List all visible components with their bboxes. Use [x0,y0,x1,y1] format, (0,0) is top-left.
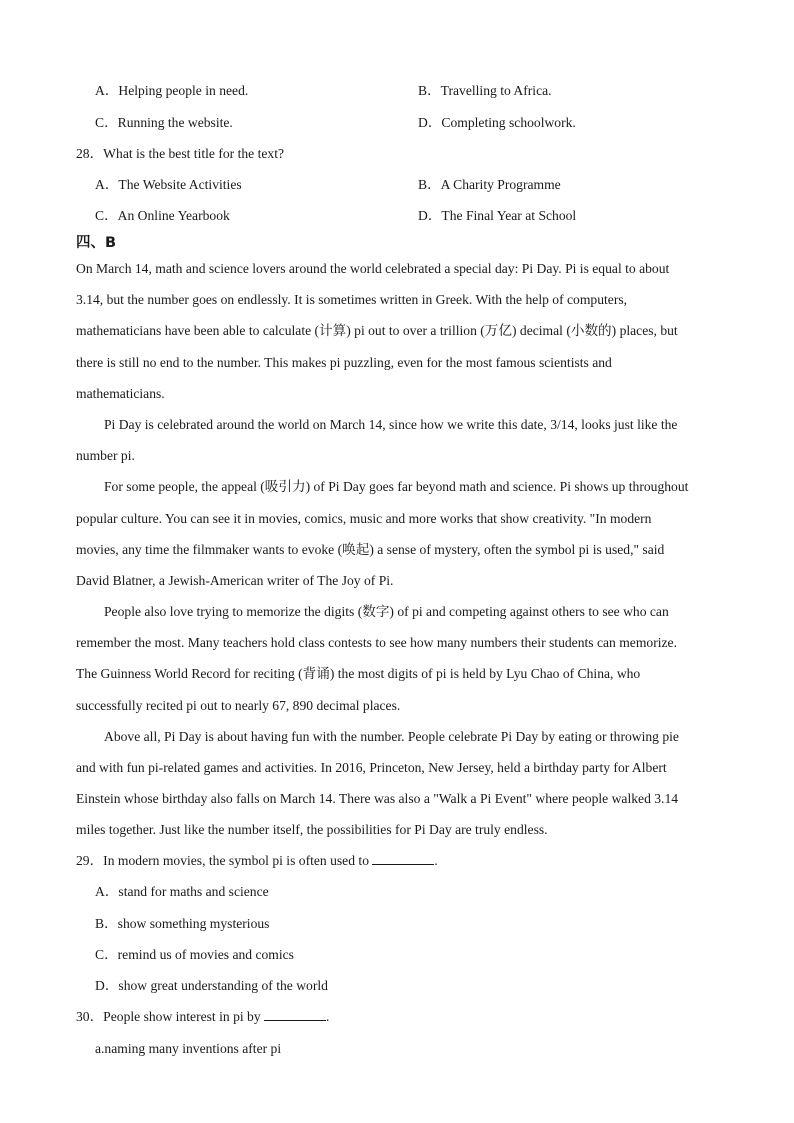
q27-option-a: A．Helping people in need. [95,83,249,98]
q29-option-b: B．show something mysterious [95,916,270,931]
passage-line: For some people, the appeal (吸引力) of Pi Day goes far beyond math and science. Pi shows up throughout [104,479,689,495]
passage-line: number pi. [76,448,135,464]
section-heading: 四、B [76,235,117,251]
passage-line: popular culture. You can see it in movies, comics, music and more works that show creativity. "In modern [76,510,652,526]
q27-option-c: C．Running the website. [95,115,233,130]
passage-line: Above all, Pi Day is about having fun with the number. People celebrate Pi Day by eating or throwing pie [104,728,679,744]
q30-item-a: a.naming many inventions after pi [95,1041,282,1056]
q29-option-a: A．stand for maths and science [95,884,269,899]
passage-line: Pi Day is celebrated around the world on March 14, since how we write this date, 3/14, looks just like the [104,416,678,432]
passage-line: there is still no end to the number. This makes pi puzzling, even for the most famous scientists and [76,354,612,370]
passage-line: movies, any time the filmmaker wants to evoke (唤起) a sense of mystery, often the symbol pi is used," said [76,541,665,557]
answer-blank [372,852,434,865]
blank-period: . [434,853,438,868]
q28-stem: 28．What is the best title for the text? [76,146,285,161]
passage-line: Einstein whose birthday also falls on March 14. There was also a "Walk a Pi Event" where people walked 3.14 [76,791,679,807]
q30-stem-row [76,1008,329,1026]
q30-stem: 30．People show interest in pi by [76,1009,261,1024]
q27-option-d: D．Completing schoolwork. [418,115,576,130]
passage-line: mathematicians have been able to calculate (计算) pi out to over a trillion (万亿) decimal (小数的) places, but [76,323,678,339]
passage-line: miles together. Just like the number itself, the possibilities for Pi Day are truly endless. [76,822,548,838]
q27-option-b: B．Travelling to Africa. [418,83,552,98]
passage-line: successfully recited pi out to nearly 67, 890 decimal places. [76,697,401,713]
q29-option-d: D．show great understanding of the world [95,978,328,993]
q28-option-b: B．A Charity Programme [418,177,561,192]
reading-passage [76,253,736,846]
q28-option-d: D．The Final Year at School [418,208,577,223]
passage-line: mathematicians. [76,385,165,401]
passage-line: remember the most. Many teachers hold class contests to see how many numbers their students can memorize. [76,635,677,651]
q28-option-c: C．An Online Yearbook [95,208,230,223]
passage-line: David Blatner, a Jewish-American writer of The Joy of Pi. [76,572,394,588]
passage-line: 3.14, but the number goes on endlessly. It is sometimes written in Greek. With the help of computers, [76,292,628,308]
blank-period: . [326,1009,330,1024]
passage-line: People also love trying to memorize the digits (数字) of pi and competing against others to see who can [104,604,669,620]
answer-blank [264,1008,326,1021]
q28-option-a: A．The Website Activities [95,177,242,192]
passage-line: The Guinness World Record for reciting (背诵) the most digits of pi is held by Lyu Chao of China, who [76,666,641,682]
passage-line: and with fun pi-related games and activities. In 2016, Princeton, New Jersey, held a birthday party for Albert [76,760,667,775]
q29-option-c: C．remind us of movies and comics [95,947,294,962]
passage-line: On March 14, math and science lovers around the world celebrated a special day: Pi Day. Pi is equal to about [76,261,670,276]
q29-stem-row [76,852,438,870]
q29-stem: 29．In modern movies, the symbol pi is often used to [76,853,369,868]
